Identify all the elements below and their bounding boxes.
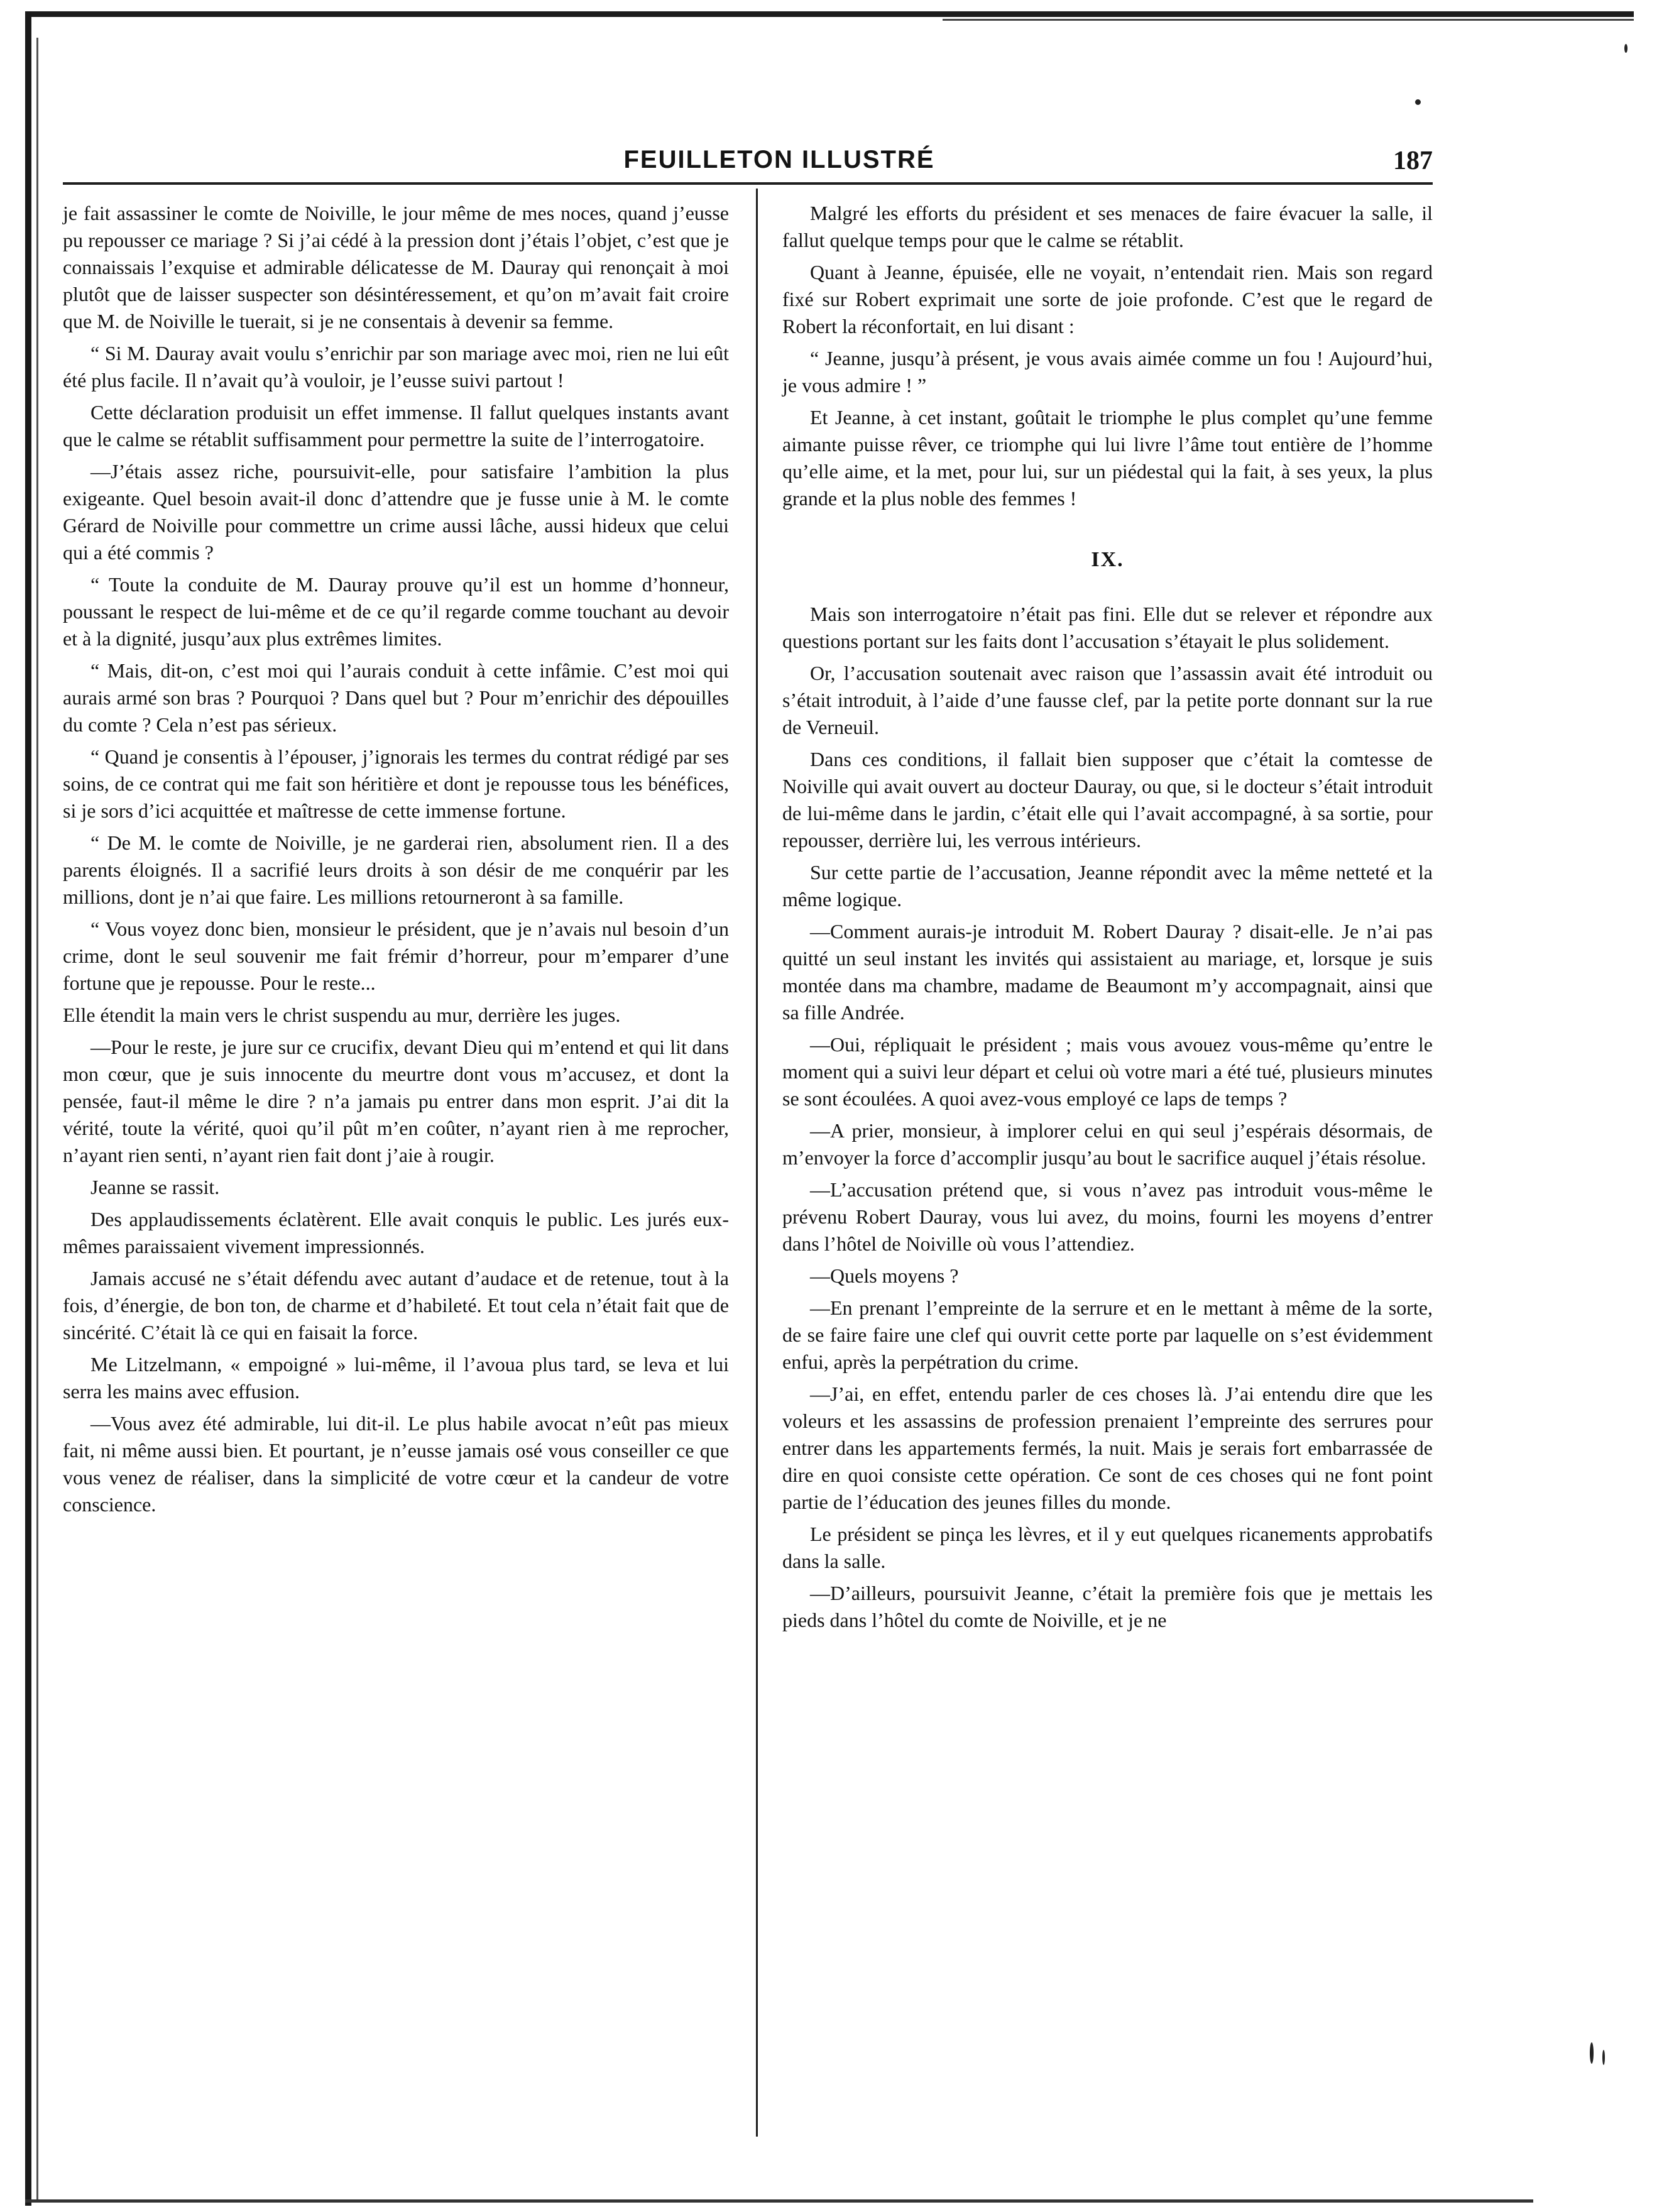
paragraph: “ Mais, dit-on, c’est moi qui l’aurais conduit à cette infâmie. C’est moi qui aurais armé son bras ? Pourquoi ? Dans quel but ? Pour m’enrichir des dépouilles du comte ? Cela n’est pas sérieux. — [63, 659, 729, 736]
paragraph: —J’étais assez riche, poursuivit-elle, pour satisfaire l’ambition la plus exigeante. Quel besoin avait-il donc d’attendre que je fusse unie à M. le comte Gérard de Noiville pour commettre un crime aussi lâche, aussi hideux que celui qui a été commis ? — [63, 460, 729, 564]
paragraph: “ Toute la conduite de M. Dauray prouve qu’il est un homme d’honneur, poussant le respect de lui-même et de ce qu’il regarde comme touchant au devoir et à la dignité, jusqu’aux plus extrêmes limites. — [63, 573, 729, 650]
paragraph: Dans ces conditions, il fallait bien supposer que c’était la comtesse de Noiville qui avait ouvert au docteur Dauray, ou que, si le docteur s’était introduit de lui-même dans le jardin, c’était elle qui l’avait accompagné, à sa sortie, pour repousser, derrière lui, les verrous intérieurs. — [782, 748, 1433, 851]
paragraph: Et Jeanne, à cet instant, goûtait le triomphe le plus complet qu’une femme aimante puisse rêver, ce triomphe qui lui livre l’âme tout entière de l’homme qu’elle aime, et la met, pour lui, sur un piédestal qui la fait, à ses yeux, la plus grande et la plus noble des femmes ! — [782, 406, 1433, 510]
left-column — [63, 200, 729, 1523]
page-border-left-inner — [36, 38, 38, 2199]
page-border-top — [25, 11, 1634, 17]
paragraph: je fait assassiner le comte de Noiville, le jour même de mes noces, quand j’eusse pu repousser ce mariage ? Si j’ai cédé à la pression dont j’étais l’objet, c’est que je connaissais l’exquise et admirable délicatesse de M. Dauray qui renonçait à moi plutôt que de laisser suspecter son désintéressement, et qu’on m’avait fait croire que M. de Noiville le tuerait, si je ne consentais à devenir sa femme. — [63, 202, 729, 332]
paragraph: —Vous avez été admirable, lui dit-il. Le plus habile avocat n’eût pas mieux fait, ni même aussi bien. Et pourtant, je n’eusse jamais osé vous conseiller ce que vous venez de réaliser, dans la simplicité de votre cœur et la candeur de votre conscience. — [63, 1412, 729, 1516]
paragraph: Le président se pinça les lèvres, et il y eut quelques ricanements approbatifs dans la salle. — [782, 1523, 1433, 1572]
paragraph: —D’ailleurs, poursuivit Jeanne, c’était la première fois que je mettais les pieds dans l’hôtel du comte de Noiville, et je ne — [782, 1582, 1433, 1631]
page-border-top-inner — [943, 19, 1634, 21]
paragraph: —Oui, répliquait le président ; mais vous avouez vous-même qu’entre le moment qui a suivi leur départ et celui où votre mari a été tué, plusieurs minutes se sont écoulées. A quoi avez-vous employé ce laps de temps ? — [782, 1033, 1433, 1110]
paragraph: —L’accusation prétend que, si vous n’avez pas introduit vous-même le prévenu Robert Dauray, vous lui avez, du moins, fourni les moyens d’entrer dans l’hôtel de Noiville où vous l’attendiez. — [782, 1178, 1433, 1255]
column-divider — [756, 189, 758, 2137]
running-title: FEUILLETON ILLUSTRÉ — [623, 146, 935, 173]
print-speck — [1590, 2042, 1594, 2064]
paragraph: Malgré les efforts du président et ses menaces de faire évacuer la salle, il fallut quelque temps pour que le calme se rétablit. — [782, 202, 1433, 251]
paragraph: “ Si M. Dauray avait voulu s’enrichir par son mariage avec moi, rien ne lui eût été plus facile. Il n’avait qu’à vouloir, je l’eusse suivi partout ! — [63, 342, 729, 391]
paragraph: Jeanne se rassit. — [90, 1176, 220, 1198]
paragraph: “ De M. le comte de Noiville, je ne garderai rien, absolument rien. Il a des parents éloignés. Il a sacrifié leurs droits à son désir de me conquérir par les millions, dont je n’ai que faire. Les millions retourneront à sa famille. — [63, 831, 729, 908]
right-column — [782, 200, 1433, 1639]
paragraph: Jamais accusé ne s’était défendu avec autant d’audace et de retenue, tout à la fois, d’énergie, de bon ton, de charme et d’habileté. Et tout cela n’était fait que de sincérité. C’était là ce qui en faisait la force. — [63, 1267, 729, 1344]
page-border-left — [25, 11, 31, 2206]
paragraph: —Pour le reste, je jure sur ce crucifix, devant Dieu qui m’entend et qui lit dans mon cœur, que je suis innocente du meurtre dont vous m’accusez, et dont la pensée, faut-il même le dire ? n’a jamais pu entrer dans mon esprit. J’ai dit la vérité, toute la vérité, quoi qu’il pût m’en coûter, n’ayant rien à me reprocher, n’ayant rien senti, n’ayant rien fait dont j’aie à rougir. — [63, 1036, 729, 1166]
paragraph: “ Jeanne, jusqu’à présent, je vous avais aimée comme un fou ! Aujourd’hui, je vous admire ! ” — [782, 347, 1433, 397]
paragraph: —J’ai, en effet, entendu parler de ces choses là. J’ai entendu dire que les voleurs et les assassins de profession prenaient l’empreinte des serrures pour entrer dans les appartements fermés, la nuit. Mais je serais fort embarrassée de dire en quoi consiste cette opération. Ce sont de ces choses qui ne font point partie de l’éducation des jeunes filles du monde. — [782, 1382, 1433, 1513]
paragraph: Sur cette partie de l’accusation, Jeanne répondit avec la même netteté et la même logique. — [782, 861, 1433, 911]
print-speck — [1602, 2050, 1605, 2065]
paragraph: Me Litzelmann, « empoigné » lui-même, il l’avoua plus tard, se leva et lui serra les mains avec effusion. — [63, 1353, 729, 1403]
chapter-heading: IX. — [1091, 548, 1124, 571]
header-rule — [63, 182, 1433, 185]
paragraph: Elle étendit la main vers le christ suspendu au mur, derrière les juges. — [63, 1004, 621, 1026]
paragraph: —Comment aurais-je introduit M. Robert Dauray ? disait-elle. Je n’ai pas quitté un seul instant les invités qui assistaient au mariage, et, lorsque je suis montée dans ma chambre, madame de Beaumont m’y accompagnait, ainsi que sa fille Andrée. — [782, 920, 1433, 1024]
paragraph: Des applaudissements éclatèrent. Elle avait conquis le public. Les jurés eux-mêmes paraissaient vivement impressionnés. — [63, 1208, 729, 1257]
paragraph: Or, l’accusation soutenait avec raison que l’assassin avait été introduit ou s’était introduit, à l’aide d’une fausse clef, par la petite porte donnant sur la rue de Verneuil. — [782, 662, 1433, 738]
page-number: 187 — [1393, 146, 1433, 175]
paragraph: Cette déclaration produisit un effet immense. Il fallut quelques instants avant que le calme se rétablit suffisamment pour permettre la suite de l’interrogatoire. — [63, 401, 729, 451]
paragraph: —En prenant l’empreinte de la serrure et en le mettant à même de la sorte, de se faire faire une clef qui ouvrit cette porte par laquelle on s’est évidemment enfui, après la perpétration du crime. — [782, 1296, 1433, 1373]
page-header — [63, 146, 1433, 183]
paragraph: Quant à Jeanne, épuisée, elle ne voyait, n’entendait rien. Mais son regard fixé sur Robert exprimait une sorte de joie profonde. C’est que le regard de Robert la réconfortait, en lui disant : — [782, 261, 1433, 337]
print-speck — [1415, 99, 1421, 105]
paragraph: “ Quand je consentis à l’épouser, j’ignorais les termes du contrat rédigé par ses soins, de ce contrat qui me fait son héritière et dont je repousse tous les bénéfices, si je sors d’ici acquittée et maîtresse de cette immense fortune. — [63, 745, 729, 822]
paragraph: Mais son interrogatoire n’était pas fini. Elle dut se relever et répondre aux questions portant sur les faits dont l’accusation s’étayait le plus solidement. — [782, 603, 1433, 652]
page-border-bottom — [25, 2199, 1533, 2203]
paragraph: “ Vous voyez donc bien, monsieur le président, que je n’avais nul besoin d’un crime, dont le seul souvenir me fait frémir d’horreur, pour m’emparer d’une fortune que je repousse. Pour le reste... — [63, 917, 729, 994]
print-speck — [1624, 44, 1628, 53]
paragraph: —Quels moyens ? — [810, 1264, 959, 1287]
paragraph: —A prier, monsieur, à implorer celui en qui seul j’espérais désormais, de m’envoyer la force d’accomplir jusqu’au bout le sacrifice auquel j’étais résolue. — [782, 1119, 1433, 1169]
